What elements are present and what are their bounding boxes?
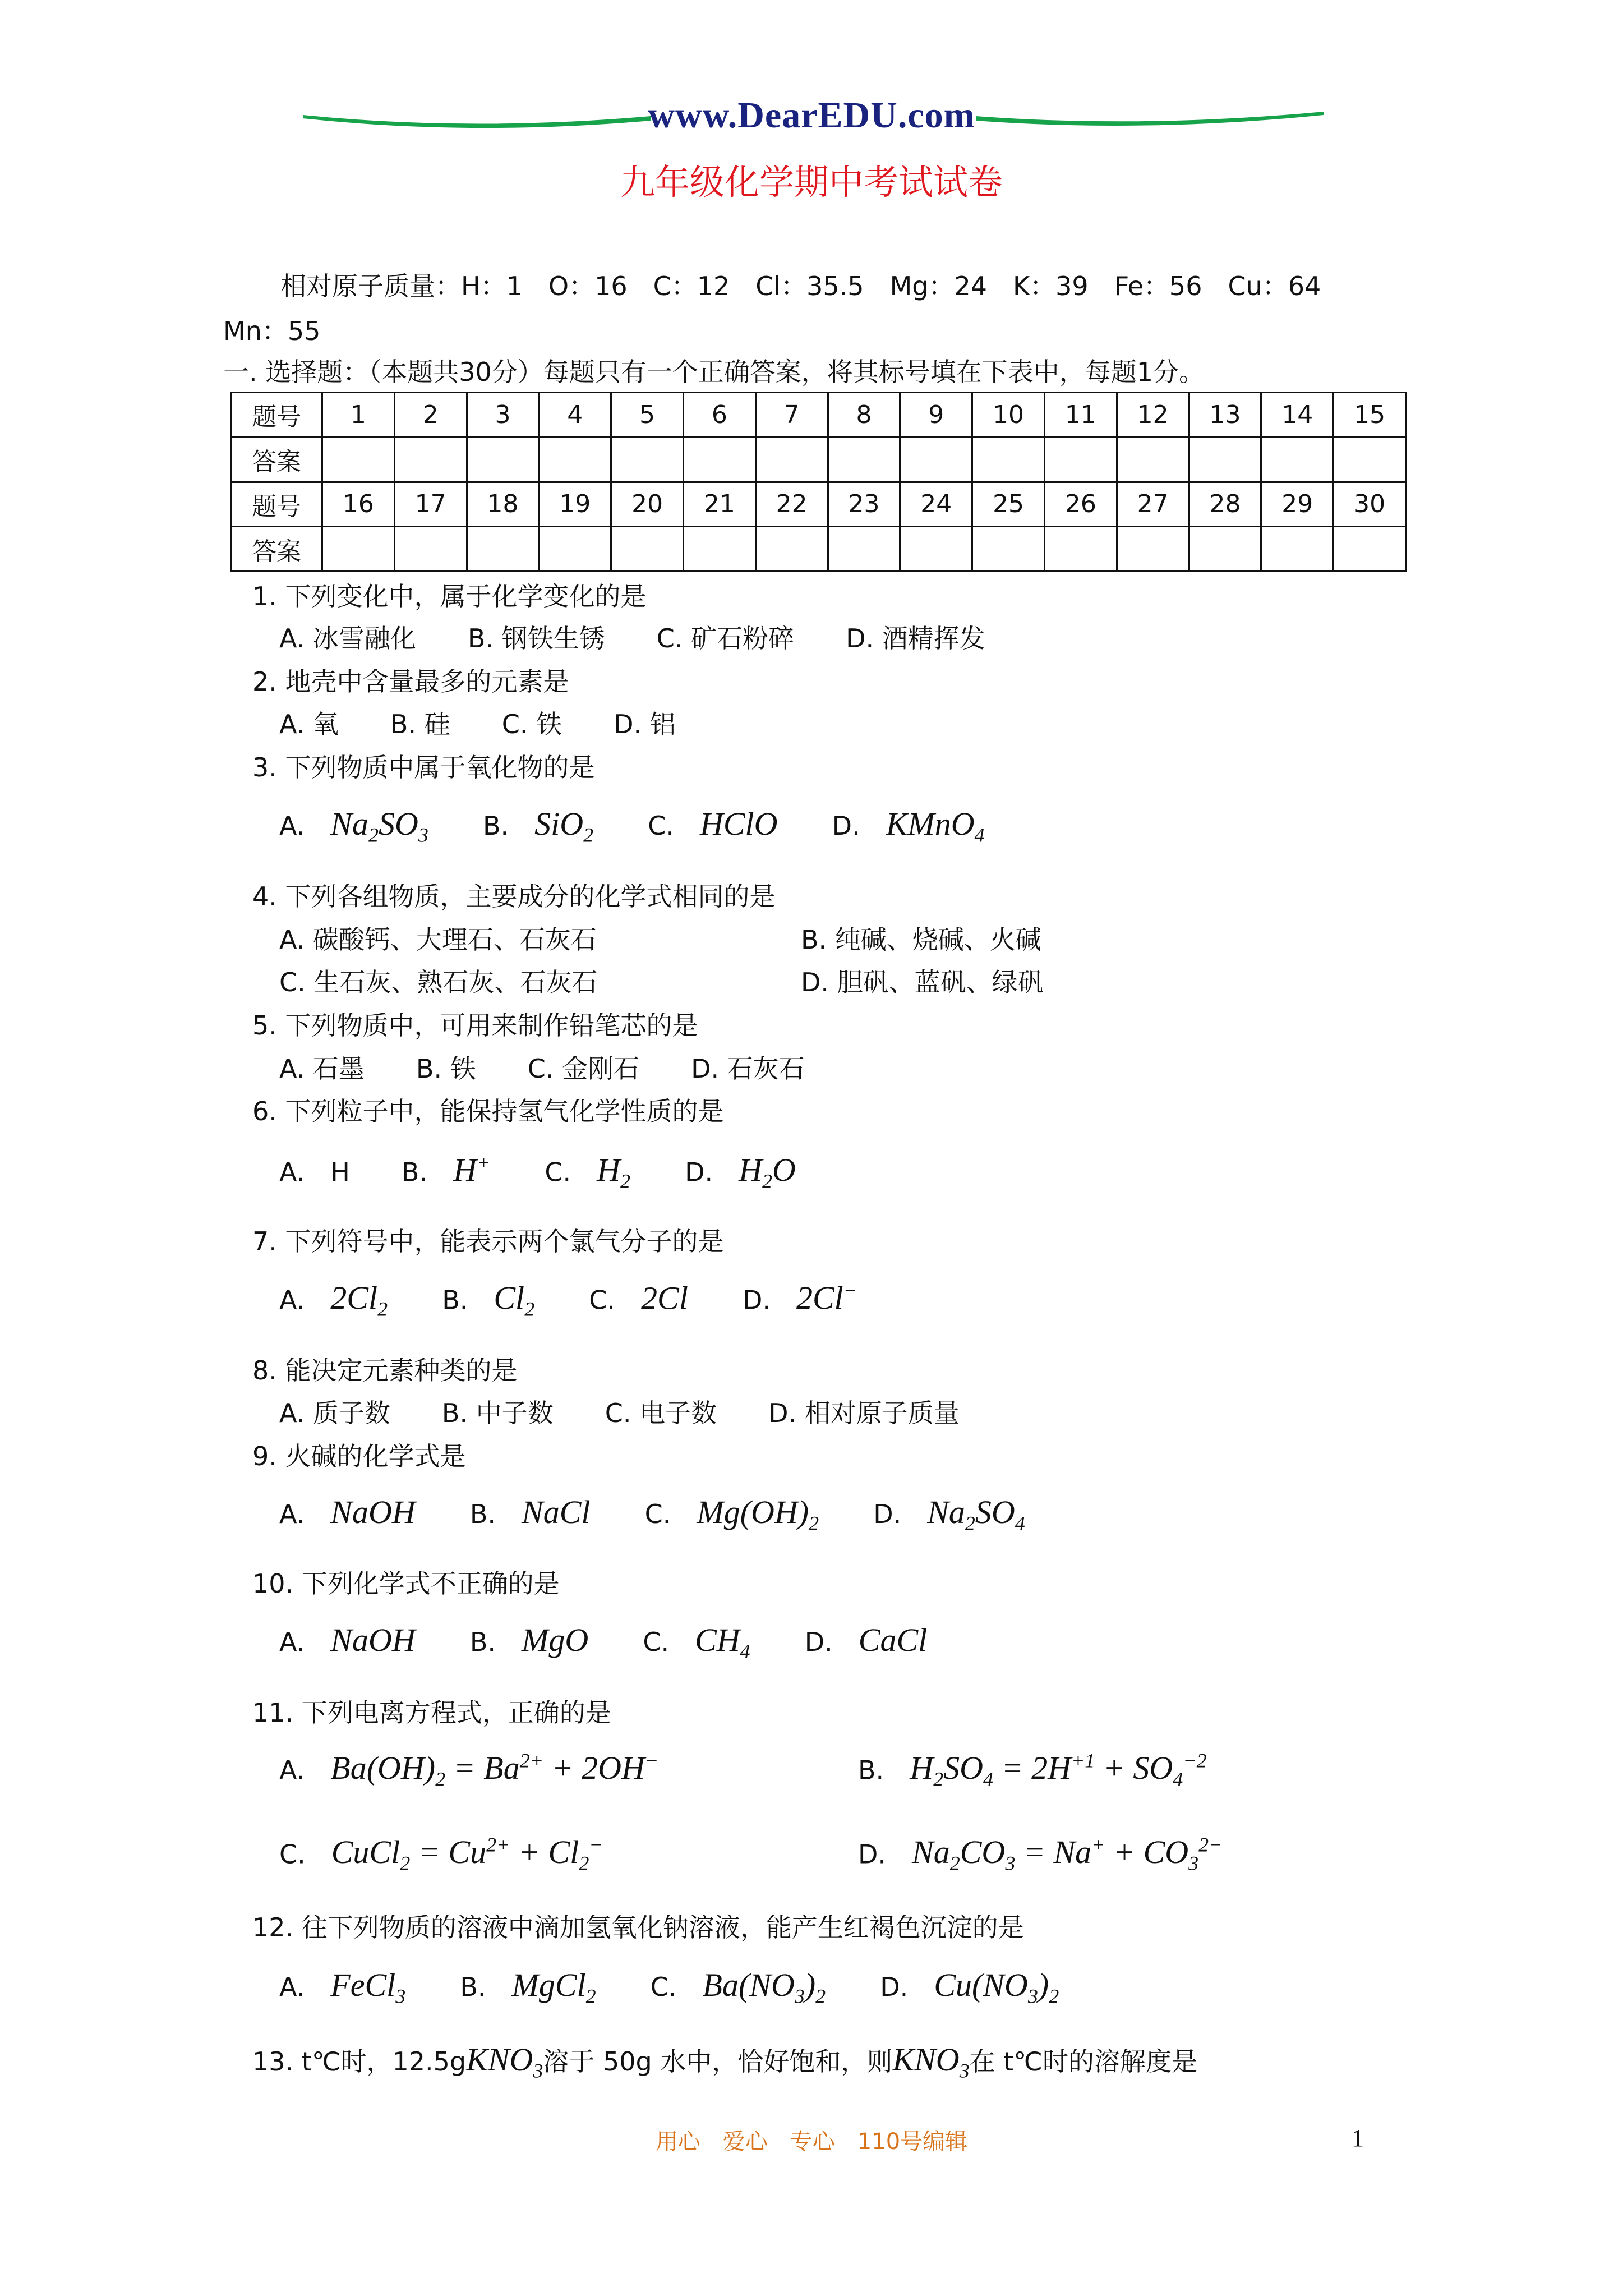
- table-cell: 17: [394, 482, 467, 527]
- table-cell: 19: [539, 482, 611, 527]
- answer-cell[interactable]: [1334, 527, 1406, 572]
- answer-cell[interactable]: [467, 437, 539, 482]
- answer-cell[interactable]: [322, 527, 395, 572]
- table-cell: 30: [1334, 482, 1406, 527]
- question-2-options: A. 氧 B. 硅 C. 铁 D. 铝: [279, 709, 676, 739]
- table-cell: 24: [900, 482, 972, 527]
- table-label-q: 题号: [231, 482, 322, 527]
- answer-cell[interactable]: [467, 527, 539, 572]
- page-number: 1: [1352, 2124, 1364, 2152]
- table-cell: 6: [683, 393, 755, 438]
- answer-cell[interactable]: [1189, 437, 1261, 482]
- answer-table: [230, 392, 1407, 572]
- table-cell: 1: [322, 393, 395, 438]
- table-cell: 3: [467, 393, 539, 438]
- question-11-option-b: B. $H_2SO_4 = 2H^{+1} + SO_4^{-2}$: [858, 1750, 1207, 1791]
- table-cell: 2: [394, 393, 467, 438]
- question-11: 11. 下列电离方程式，正确的是: [252, 1697, 611, 1728]
- answer-cell[interactable]: [1044, 527, 1117, 572]
- question-12-options: A. FeCl$_3$ B. MgCl$_2$ C. $Ba(NO_3)_2$ D. $Cu(NO_3)_2$: [279, 1967, 1059, 2008]
- answer-cell[interactable]: [1334, 437, 1406, 482]
- answer-cell[interactable]: [539, 437, 611, 482]
- table-cell: 14: [1261, 393, 1334, 438]
- question-5: 5. 下列物质中，可用来制作铅笔芯的是: [252, 1010, 698, 1041]
- table-cell: 12: [1117, 393, 1189, 438]
- section-heading: 一. 选择题：（本题共30分）每题只有一个正确答案，将其标号填在下表中，每题1分。: [223, 357, 1205, 387]
- table-cell: 16: [322, 482, 395, 527]
- table-cell: 5: [611, 393, 684, 438]
- question-8-options: A. 质子数 B. 中子数 C. 电子数 D. 相对原子质量: [279, 1398, 960, 1428]
- question-4-option-d: D. 胆矾、蓝矾、绿矾: [801, 967, 1044, 997]
- question-11-option-a: A. $Ba(OH)_2 = Ba^{2+} + 2OH^-$: [279, 1750, 659, 1791]
- table-cell: 20: [611, 482, 684, 527]
- table-cell: 28: [1189, 482, 1261, 527]
- page-title: 九年级化学期中考试试卷: [620, 162, 1003, 203]
- question-11-option-c: C. CuCl$_2$ = $Cu^{2+} + Cl_2^-$: [279, 1834, 603, 1875]
- table-row: [231, 482, 1406, 527]
- table-label-a: 答案: [231, 437, 322, 482]
- question-4-option-b: B. 纯碱、烧碱、火碱: [801, 924, 1041, 955]
- atomic-mass-line-1: 相对原子质量：H：1 O：16 C：12 Cl：35.5 Mg：24 K：39 Fe：56 Cu：64: [280, 271, 1321, 301]
- answer-cell[interactable]: [1117, 527, 1189, 572]
- table-label-q: 题号: [231, 393, 322, 438]
- table-cell: 26: [1044, 482, 1117, 527]
- question-3: 3. 下列物质中属于氧化物的是: [252, 752, 595, 783]
- answer-cell[interactable]: [1044, 437, 1117, 482]
- answer-cell[interactable]: [900, 437, 972, 482]
- table-cell: 21: [683, 482, 755, 527]
- answer-cell[interactable]: [394, 437, 467, 482]
- table-row: [231, 393, 1406, 438]
- answer-cell[interactable]: [1261, 527, 1334, 572]
- answer-cell[interactable]: [828, 527, 900, 572]
- question-4: 4. 下列各组物质，主要成分的化学式相同的是: [252, 881, 776, 912]
- table-cell: 29: [1261, 482, 1334, 527]
- table-cell: 25: [972, 482, 1045, 527]
- answer-cell[interactable]: [1261, 437, 1334, 482]
- atomic-mass-line-2: Mn：55: [223, 316, 321, 346]
- answer-cell[interactable]: [683, 527, 755, 572]
- question-9: 9. 火碱的化学式是: [252, 1441, 466, 1471]
- answer-cell[interactable]: [322, 437, 395, 482]
- table-cell: 11: [1044, 393, 1117, 438]
- question-7: 7. 下列符号中，能表示两个氯气分子的是: [252, 1226, 724, 1257]
- answer-cell[interactable]: [1117, 437, 1189, 482]
- answer-cell[interactable]: [972, 527, 1045, 572]
- question-12: 12. 往下列物质的溶液中滴加氢氧化钠溶液，能产生红褐色沉淀的是: [252, 1912, 1024, 1943]
- table-cell: 13: [1189, 393, 1261, 438]
- answer-cell[interactable]: [755, 527, 828, 572]
- table-cell: 15: [1334, 393, 1406, 438]
- answer-cell[interactable]: [611, 437, 684, 482]
- question-4-option-a: A. 碳酸钙、大理石、石灰石: [279, 924, 597, 955]
- answer-cell[interactable]: [972, 437, 1045, 482]
- question-13: 13. t℃时，12.5gKNO$_3$溶于 50g 水中，恰好饱和，则$KNO_3$在 t℃时的溶解度是: [252, 2041, 1197, 2082]
- question-10-options: A. NaOH B. MgO C. $CH_4$ D. CaCl: [279, 1622, 928, 1663]
- table-cell: 23: [828, 482, 900, 527]
- answer-cell[interactable]: [1189, 527, 1261, 572]
- question-8: 8. 能决定元素种类的是: [252, 1355, 518, 1386]
- site-logo-text: www.DearEDU.com: [648, 95, 975, 136]
- question-3-options: A. $Na_2SO_3$ B. SiO$_2$ C. HClO D. KMnO$_4$: [279, 806, 985, 846]
- answer-cell[interactable]: [755, 437, 828, 482]
- answer-cell[interactable]: [611, 527, 684, 572]
- answer-cell[interactable]: [828, 437, 900, 482]
- table-row: [231, 527, 1406, 572]
- question-11-option-d: D. $Na_2CO_3 = Na^+ + CO_3^{2-}$: [858, 1834, 1223, 1875]
- answer-cell[interactable]: [539, 527, 611, 572]
- table-cell: 22: [755, 482, 828, 527]
- question-5-options: A. 石墨 B. 铁 C. 金刚石 D. 石灰石: [279, 1053, 805, 1084]
- table-cell: 10: [972, 393, 1045, 438]
- question-1-options: A. 冰雪融化 B. 钢铁生锈 C. 矿石粉碎 D. 酒精挥发: [279, 623, 985, 654]
- question-4-option-c: C. 生石灰、熟石灰、石灰石: [279, 967, 598, 997]
- table-cell: 27: [1117, 482, 1189, 527]
- question-7-options: A. $2Cl_2$ B. $Cl_2$ C. 2Cl D. 2Cl−: [279, 1280, 857, 1320]
- table-cell: 4: [539, 393, 611, 438]
- table-cell: 8: [828, 393, 900, 438]
- table-row: [231, 437, 1406, 482]
- table-cell: 18: [467, 482, 539, 527]
- page-footer: 用心 爱心 专心 110号编辑: [655, 2129, 968, 2155]
- question-10: 10. 下列化学式不正确的是: [252, 1568, 560, 1599]
- question-6: 6. 下列粒子中，能保持氢气化学性质的是: [252, 1096, 724, 1126]
- table-cell: 7: [755, 393, 828, 438]
- question-9-options: A. NaOH B. NaCl C. $Mg(OH)_2$ D. $Na_2SO_4$: [279, 1494, 1025, 1535]
- question-1: 1. 下列变化中，属于化学变化的是: [252, 581, 647, 611]
- answer-cell[interactable]: [900, 527, 972, 572]
- table-cell: 9: [900, 393, 972, 438]
- question-2: 2. 地壳中含量最多的元素是: [252, 666, 569, 697]
- answer-cell[interactable]: [683, 437, 755, 482]
- question-6-options: A. H B. H+ C. $H_2$ D. $H_2O$: [279, 1152, 796, 1193]
- table-label-a: 答案: [231, 527, 322, 572]
- answer-cell[interactable]: [394, 527, 467, 572]
